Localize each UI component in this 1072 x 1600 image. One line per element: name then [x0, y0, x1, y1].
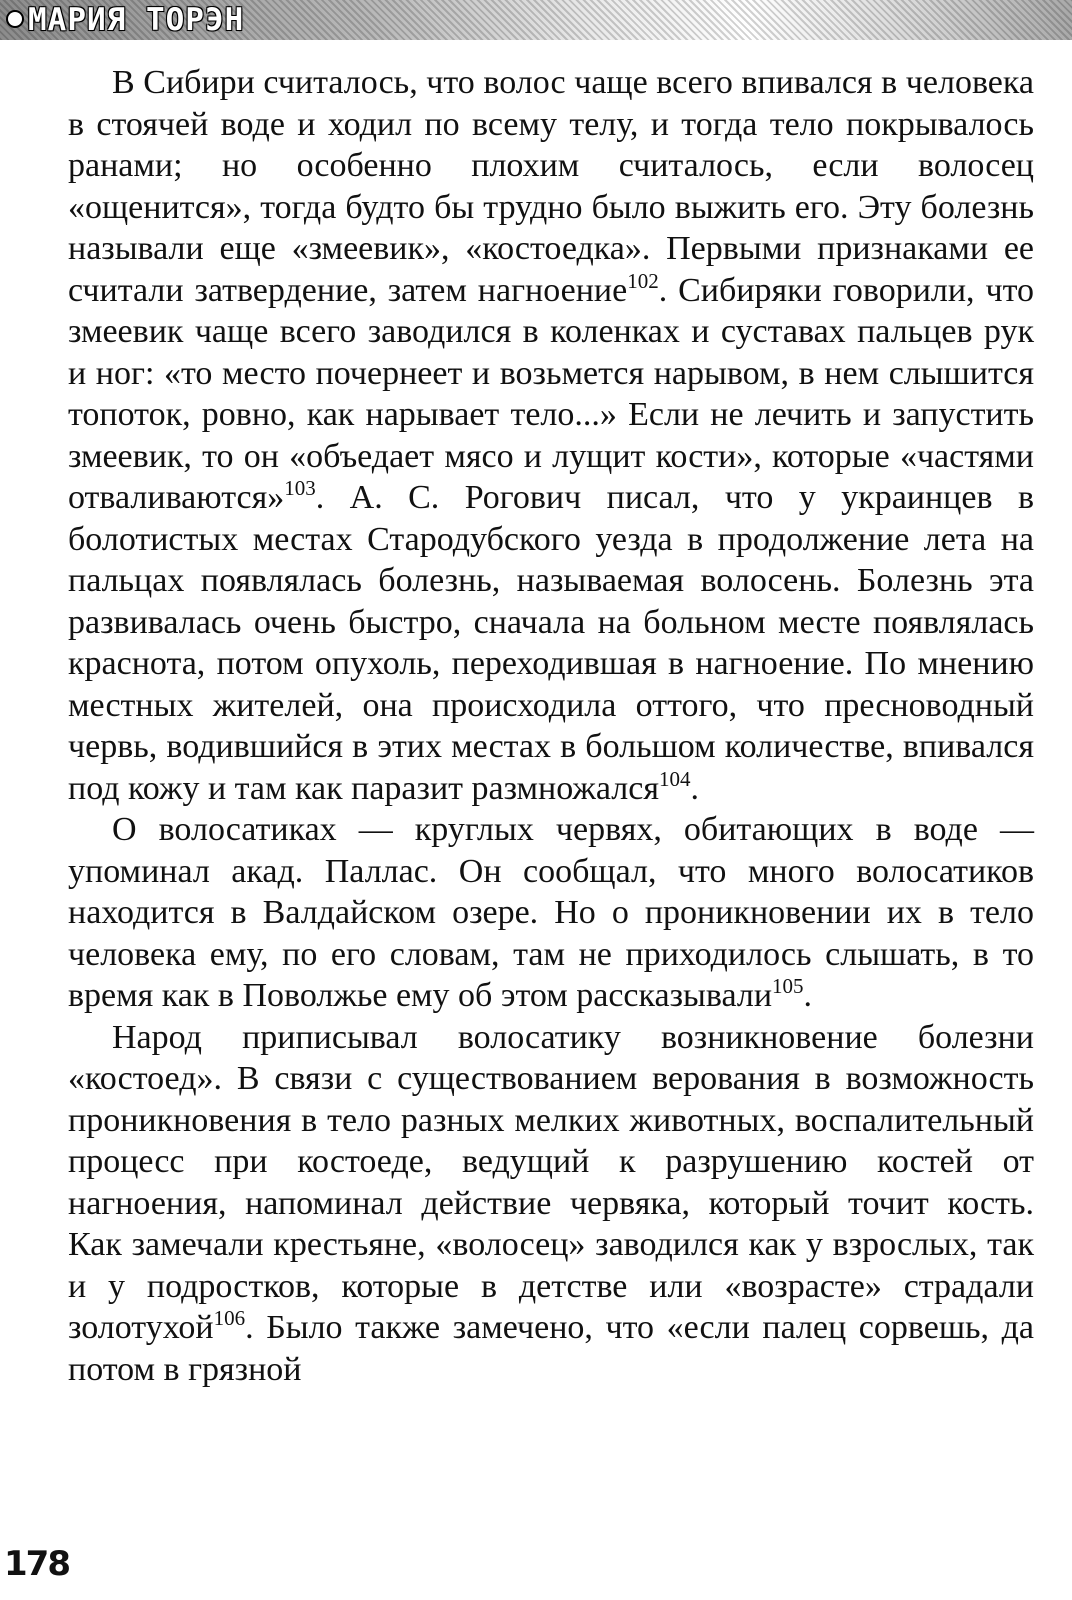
text-segment: . А. С. Рогович писал, что у украинцев в болотистых местах Стародубского уезда в продолжение лета на пальцах появлялась болезнь, называемая волосень. Болезнь эта развивалась очень быстро, сначала на больном месте появлялась краснота, потом опухоль, переходившая в нагноение. По мнению местных жителей, она происходила оттого, что пресноводный червь, водившийся в этих местах в большом количестве, впивался под кожу и там как паразит размножался: [68, 479, 1034, 807]
page-number: 178: [4, 1544, 69, 1584]
footnote-ref[interactable]: 104: [658, 766, 691, 791]
text-segment: .: [690, 769, 699, 807]
text-segment: .: [803, 977, 813, 1014]
paragraph-1: [68, 62, 1034, 809]
text-segment: . Сибиряки говорили, что змеевик чаще всего заводился в коленках и суставах пальцев рук и ног: «то место почернеет и возьмется нарывом, в нем слышится топоток, ровно, как нарывает тело...» Если не лечить и запустить змеевик, то он «объедает мясо и лущит кости», которые «частями отваливаются»: [68, 271, 1034, 516]
body-text: [68, 62, 1034, 1390]
paragraph-3: [68, 1017, 1034, 1391]
text-segment: Народ приписывал волосатику возникновение болезни «костоед». В связи с существованием верования в возможность проникновения в тело разных мелких животных, воспалительный процесс при костоеде, ведущий к разрушению костей от нагноения, напоминал действие червяка, который точит кость. Как замечали крестьяне, «волосец» заводился как у взрослых, так и у подростков, которые в детстве или «возрасте» страдали золотухой: [68, 1018, 1034, 1346]
author-name: МАРИЯ ТОРЭН: [28, 2, 245, 38]
bullet-icon: [8, 12, 22, 26]
running-header-author: [8, 2, 244, 38]
running-header: [0, 0, 1072, 40]
footnote-ref[interactable]: 103: [284, 476, 316, 500]
footnote-ref[interactable]: 105: [772, 974, 804, 998]
paragraph-2: [68, 809, 1034, 1017]
footnote-ref[interactable]: 102: [627, 268, 659, 293]
footnote-ref[interactable]: 106: [213, 1306, 246, 1330]
text-segment: В Сибири считалось, что волос чаще всего впивался в человека в стоячей воде и ходил по всему телу, и тогда тело покрывалось ранами; но особенно плохим считалось, если волосец «ощенится», тогда будто бы трудно было выжить его. Эту болезнь называли еще «змеевик», «костоедка». Первыми признаками ее считали затвердение, затем нагноение: [68, 64, 1034, 309]
text-segment: . Было также замечено, что «если палец сорвешь, да потом в грязной: [68, 1309, 1034, 1388]
text-segment: О волосатиках — круглых червях, обитающих в воде — упоминал акад. Паллас. Он сообщал, что много волосатиков находится в Валдайском озере. Но о проникновении их в тело человека ему, по его словам, там не приходилось слышать, в то время как в Поволжье ему об этом рассказывали: [68, 811, 1034, 1014]
